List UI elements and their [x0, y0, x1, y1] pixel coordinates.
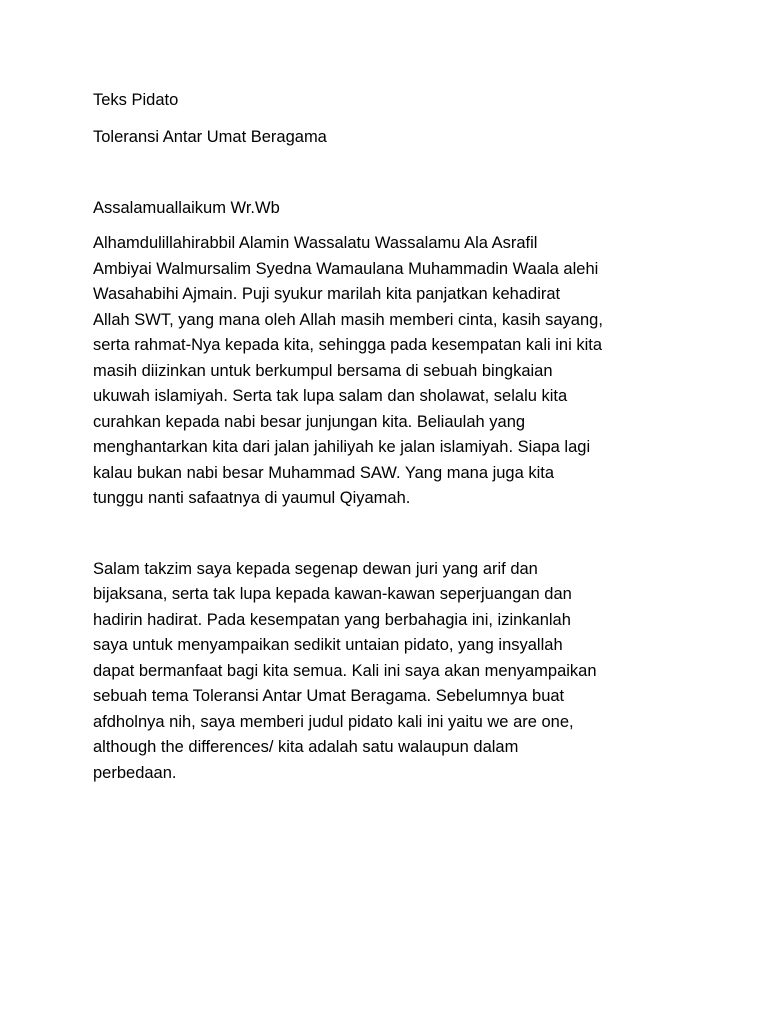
paragraph-line: tunggu nanti safaatnya di yaumul Qiyamah. — [93, 489, 411, 507]
paragraph-line: although the differences/ kita adalah satu walaupun dalam — [93, 738, 519, 756]
paragraph-line: masih diizinkan untuk berkumpul bersama di sebuah bingkaian — [93, 362, 553, 380]
paragraph-line: saya untuk menyampaikan sedikit untaian pidato, yang insyallah — [93, 636, 563, 654]
paragraph-line: kalau bukan nabi besar Muhammad SAW. Yang mana juga kita — [93, 464, 555, 482]
paragraph-line: Alhamdulillahirabbil Alamin Wassalatu Wassalamu Ala Asrafil — [93, 234, 538, 252]
paragraph-line: Salam takzim saya kepada segenap dewan juri yang arif dan — [93, 560, 538, 578]
document-heading: Teks Pidato — [93, 91, 179, 109]
paragraph-line: perbedaan. — [93, 764, 177, 782]
paragraph-line: Wasahabihi Ajmain. Puji syukur marilah kita panjatkan kehadirat — [93, 285, 561, 303]
greeting: Assalamuallaikum Wr.Wb — [93, 199, 280, 217]
paragraph-line: Ambiyai Walmursalim Syedna Wamaulana Muhammadin Waala alehi — [93, 260, 599, 278]
paragraph-line: afdholnya nih, saya memberi judul pidato kali ini yaitu we are one, — [93, 713, 574, 731]
paragraph-line: serta rahmat-Nya kepada kita, sehingga pada kesempatan kali ini kita — [93, 336, 603, 354]
paragraph-line: bijaksana, serta tak lupa kepada kawan-kawan seperjuangan dan — [93, 585, 572, 603]
document-title: Toleransi Antar Umat Beragama — [93, 128, 327, 146]
paragraph-line: ukuwah islamiyah. Serta tak lupa salam dan sholawat, selalu kita — [93, 387, 568, 405]
paragraph-line: curahkan kepada nabi besar junjungan kita. Beliaulah yang — [93, 413, 526, 431]
paragraph-line: dapat bermanfaat bagi kita semua. Kali ini saya akan menyampaikan — [93, 662, 597, 680]
paragraph-line: Allah SWT, yang mana oleh Allah masih memberi cinta, kasih sayang, — [93, 311, 603, 329]
paragraph-line: menghantarkan kita dari jalan jahiliyah ke jalan islamiyah. Siapa lagi — [93, 438, 591, 456]
paragraph-line: sebuah tema Toleransi Antar Umat Beragama. Sebelumnya buat — [93, 687, 565, 705]
paragraph-line: hadirin hadirat. Pada kesempatan yang berbahagia ini, izinkanlah — [93, 611, 571, 629]
